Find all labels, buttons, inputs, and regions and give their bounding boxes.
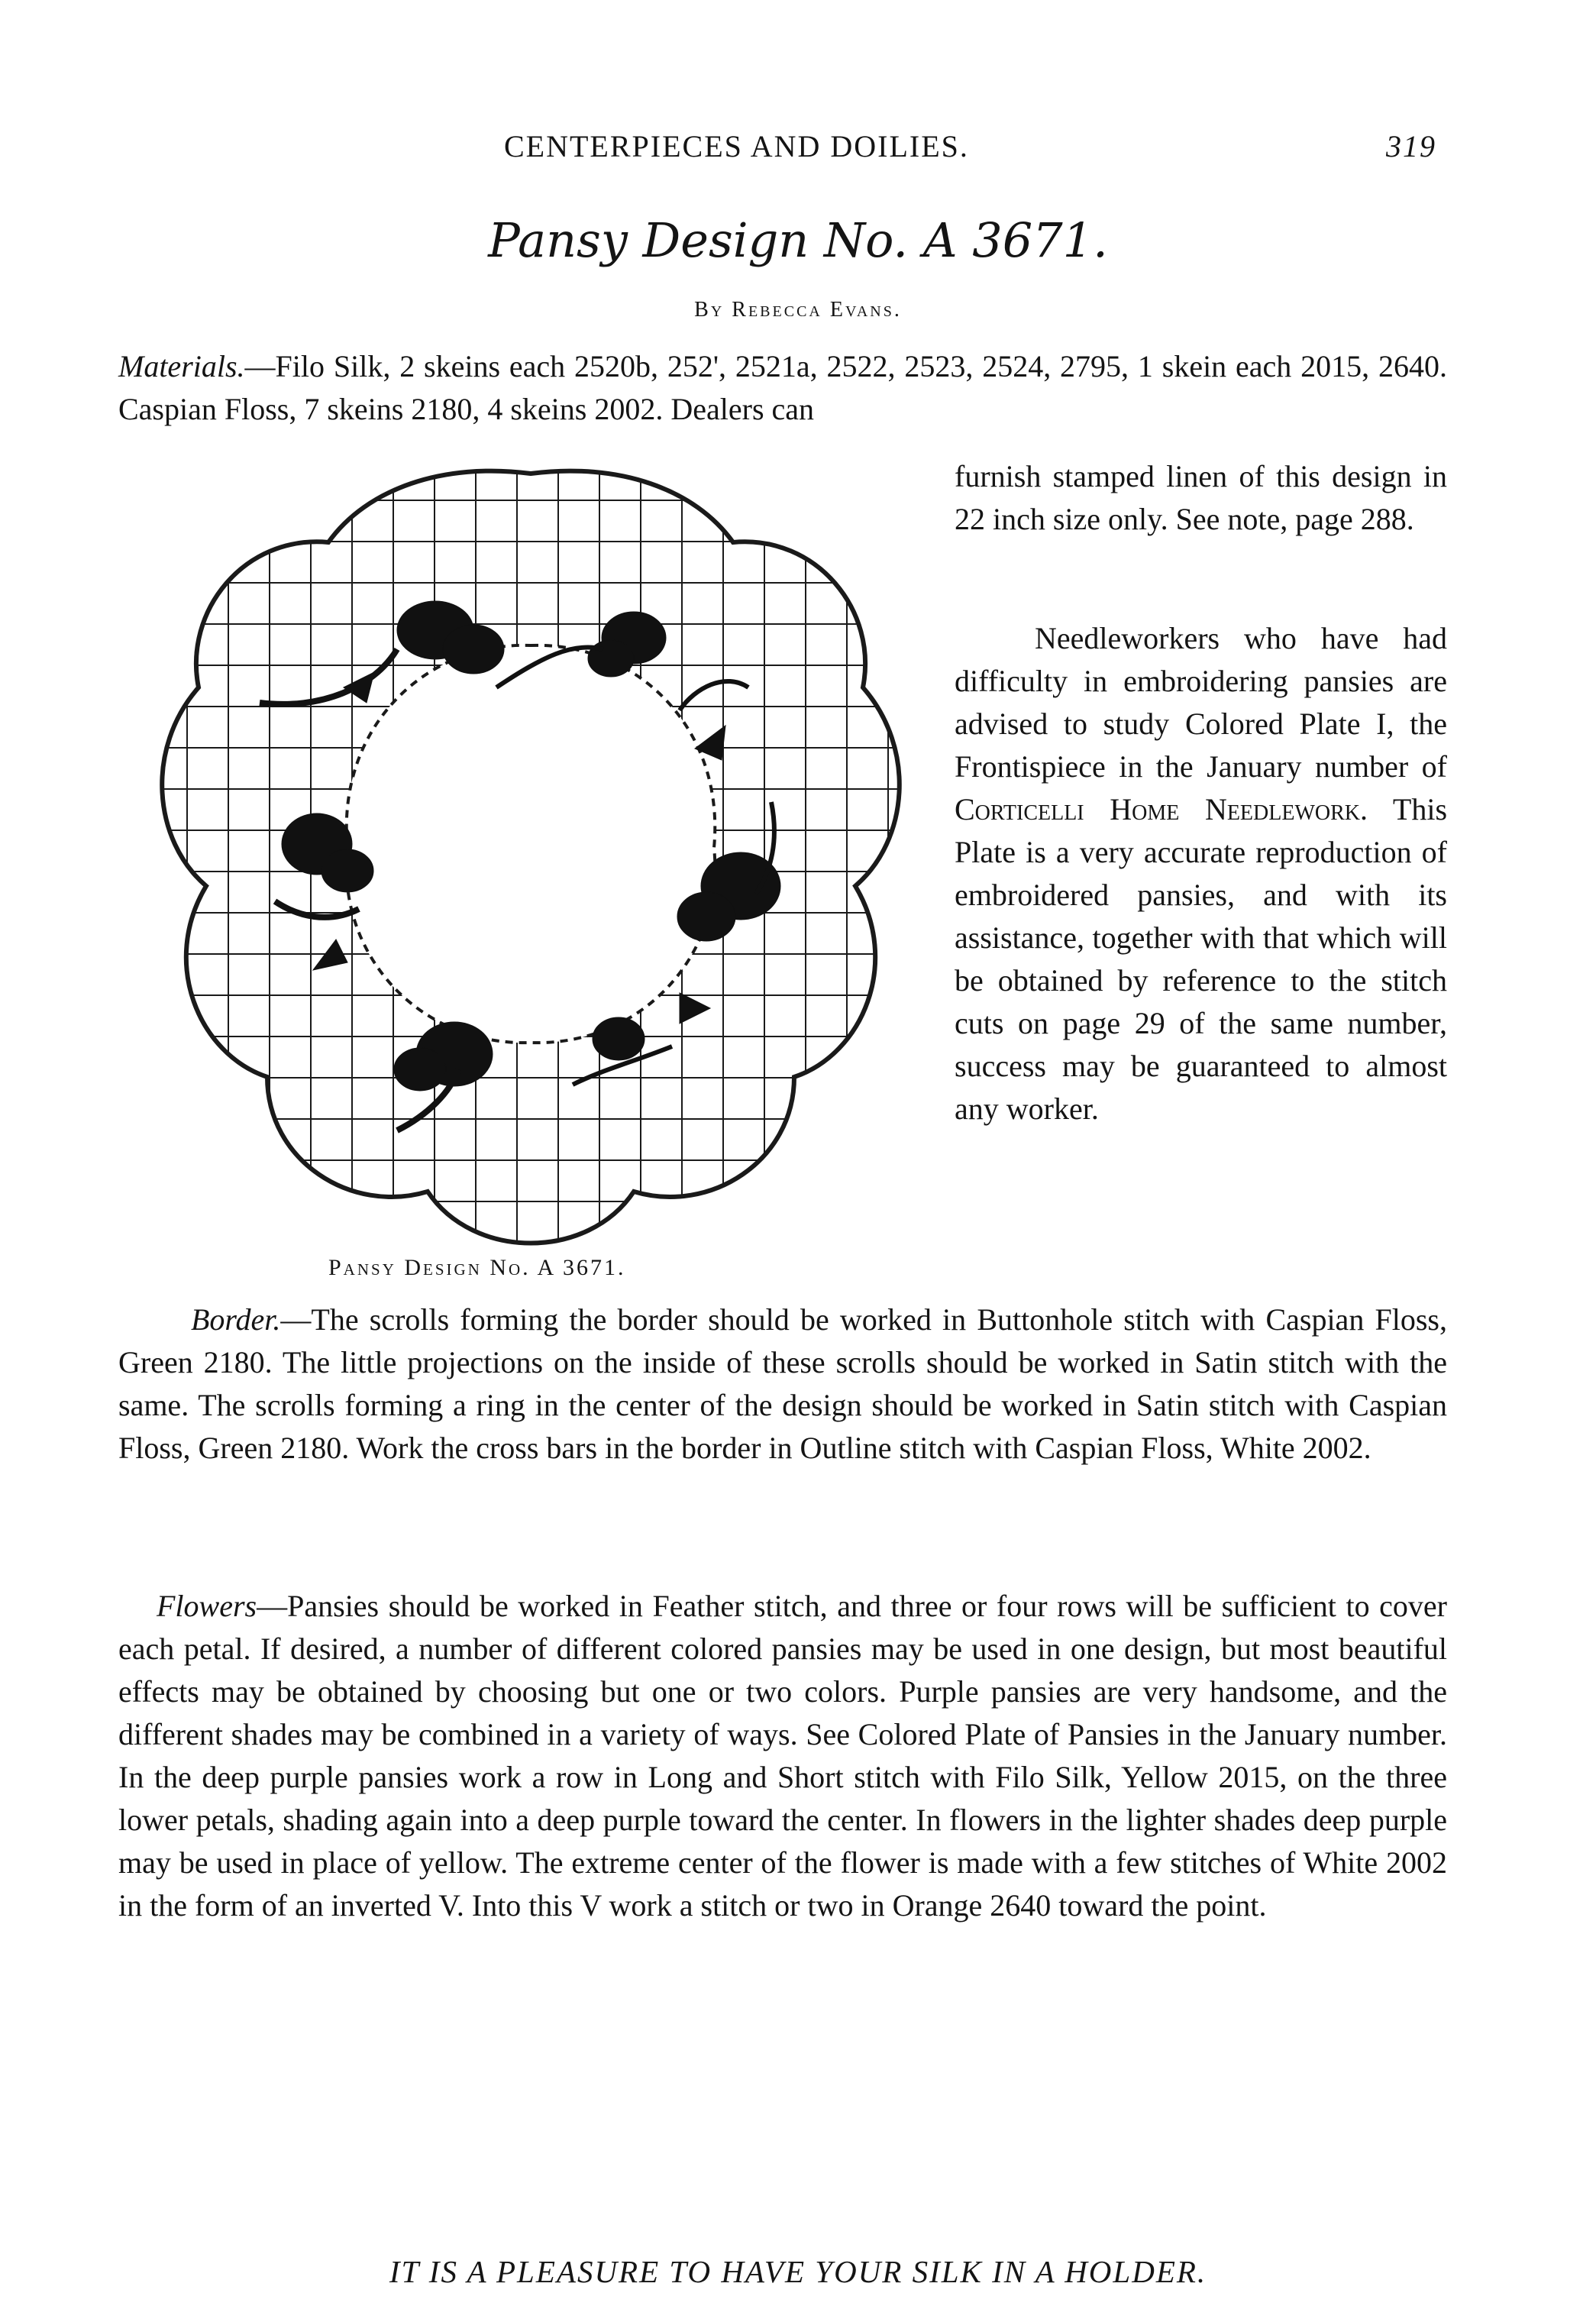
article-title: Pansy Design No. A 3671. [488,212,1108,268]
byline: By Rebecca Evans. [694,298,902,322]
materials-continued: furnish stamped linen of this design in 22 inch size only. See note, page 288. [955,459,1447,536]
page-number: 319 [1386,129,1436,163]
advice-text-1: Needleworkers who have had difficulty in embroidering pansies are advised to study Colored Plate I, the Frontispiece in the January number of [955,621,1447,784]
magazine-name: Corticelli Home Needlework [955,792,1361,826]
border-text: —The scrolls forming the border should be worked in Buttonhole stitch with Caspian Floss, Green 2180. The little projections on the inside of these scrolls should be worked in Satin stitch with the same. The scrolls forming a ring in the center of the design should be worked in Satin stitch with Caspian Floss, Green 2180. Work the cross bars in the border in Outline stitch with Caspian Floss, White 2002. [118,1302,1447,1465]
flowers-paragraph [118,1585,1447,1927]
running-title: CENTERPIECES AND DOILIES. [504,129,969,163]
materials-text: —Filo Silk, 2 skeins each 2520b, 252', 2521a, 2522, 2523, 2524, 2795, 1 skein each 2015, 2640. Caspian Floss, 7 skeins 2180, 4 skeins 2002. Dealers can [118,349,1447,426]
advice-text-2: . This Plate is a very accurate reproduction of embroidered pansies, and with its assistance, together with that which will be obtained by reference to the stitch cuts on page 29 of the same number, success may be guaranteed to almost any worker. [955,792,1448,1126]
materials-paragraph [118,345,1447,431]
flowers-label: Flowers [157,1589,257,1623]
footer-slogan: IT IS A PLEASURE TO HAVE YOUR SILK IN A HOLDER. [389,2254,1207,2289]
center-ring-outline [347,645,716,1043]
border-paragraph [118,1298,1447,1470]
figure-caption: Pansy Design No. A 3671. [328,1255,626,1280]
advice-paragraph [955,617,1447,1130]
flowers-text: —Pansies should be worked in Feather stitch, and three or four rows will be sufficient to cover each petal. If desired, a number of different colored pansies may be used in one design, but most beautiful effects may be obtained by choosing but one or two colors. Purple pansies are very handsome, and the different shades may be combined in a variety of ways. See Colored Plate of Pansies in the January number. In the deep purple pansies work a row in Long and Short stitch with Filo Silk, Yellow 2015, on the three lower petals, shading again into a deep purple toward the center. In flowers in the lighter shades deep purple may be used in place of yellow. The extreme center of the flower is made with a few stitches of White 2002 in the form of an inverted V. Into this V work a stitch or two in Orange 2640 toward the point. [118,1589,1447,1923]
border-label: Border. [191,1302,281,1337]
materials-label: Materials. [118,349,245,383]
lattice-border [145,458,916,1268]
pansy-doily-illustration [145,458,916,1268]
